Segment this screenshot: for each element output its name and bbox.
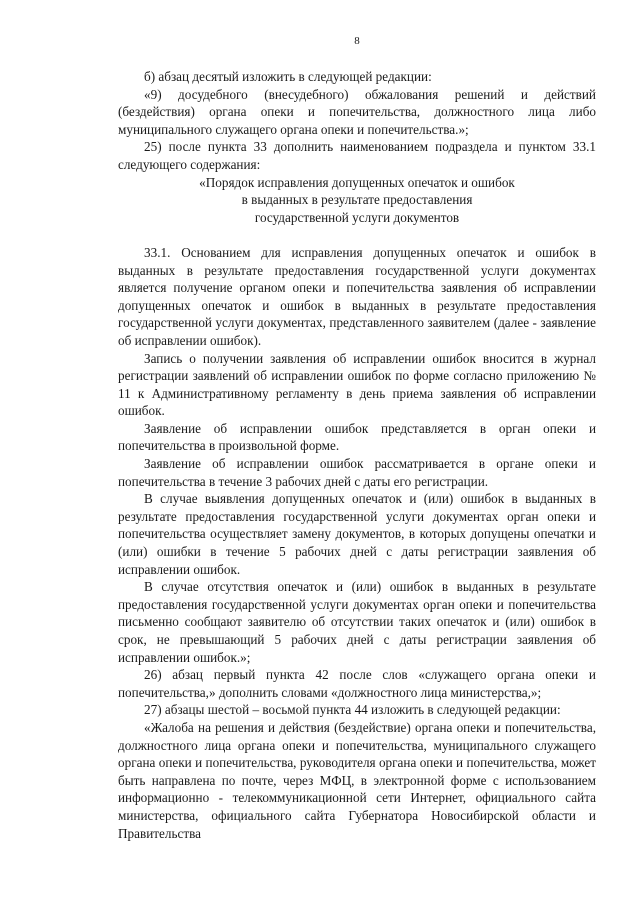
page-number: 8: [354, 35, 360, 47]
paragraph: Заявление об исправлении ошибок представляется в орган опеки и попечительства в произвольной форме.: [118, 420, 596, 454]
paragraph: Заявление об исправлении ошибок рассматривается в органе опеки и попечительства в течение 3 рабочих дней с даты его регистрации.: [118, 456, 596, 489]
paragraph: 25) после пункта 33 дополнить наименованием подраздела и пунктом 33.1 следующего содержания:: [118, 139, 596, 172]
paragraph: Запись о получении заявления об исправлении ошибок вносится в журнал регистрации заявлений об исправлении ошибок по форме согласно приложению № 11 к Административному регламенту в день приема заявления об исправлении ошибок.: [118, 350, 596, 419]
paragraph: «9) досудебного (внесудебного) обжалования решений и действий (бездействия) органа опеки и попечительства, должностного лица либо муниципального служащего органа опеки и попечительства.»;: [118, 86, 596, 137]
heading-line: в выданных в результате предоставления: [241, 192, 473, 208]
paragraph: В случае отсутствия опечаток и (или) ошибок в выданных в результате предоставления государственной услуги документах орган опеки и попечительства письменно сообщают заявителю об отсутствии таких опечаток и (или) ошибок в срок, не превышающий 5 рабочих дней с даты регистрации заявления об исправлении ошибок.»;: [118, 579, 596, 665]
blank-line: [118, 226, 596, 244]
document-body: [118, 68, 596, 842]
paragraph: 26) абзац первый пункта 42 после слов «служащего органа опеки и попечительства,» дополнить словами «должностного лица министерства,»;: [118, 667, 596, 700]
paragraph: 27) абзацы шестой – восьмой пункта 44 изложить в следующей редакции:: [144, 702, 561, 718]
subsection-heading: [118, 174, 596, 227]
heading-line: государственной услуги документов: [254, 209, 460, 225]
paragraph: В случае выявления допущенных опечаток и (или) ошибок в выданных в результате предоставления государственной услуги документах орган опеки и попечительства осуществляет замену документов, в которых допущены опечатки и (или) ошибки в течение 5 рабочих дней с даты регистрации заявления об исправлении ошибок.: [118, 491, 596, 577]
paragraph: «Жалоба на решения и действия (бездействие) органа опеки и попечительства, должностного лица органа опеки и попечительства, муниципального служащего органа опеки и попечительства, руководителя органа опеки и попечительства, может быть направлена по почте, через МФЦ, в электронной форме с использованием информационно - телекоммуникационной сети Интернет, официального сайта министерства, официального сайта Губернатора Новосибирской области и Правительства: [118, 719, 596, 841]
paragraph: 33.1. Основанием для исправления допущенных опечаток и ошибок в выданных в результате предоставления государственной услуги документах является получение органом опеки и попечительства заявления об исправлении допущенных опечаток и ошибок в выданных в результате предоставления государственной услуги документах, представленного заявителем (далее - заявление об исправлении ошибок).: [118, 244, 596, 348]
paragraph: б) абзац десятый изложить в следующей редакции:: [144, 69, 432, 84]
heading-line: «Порядок исправления допущенных опечаток и ошибок: [199, 174, 515, 190]
